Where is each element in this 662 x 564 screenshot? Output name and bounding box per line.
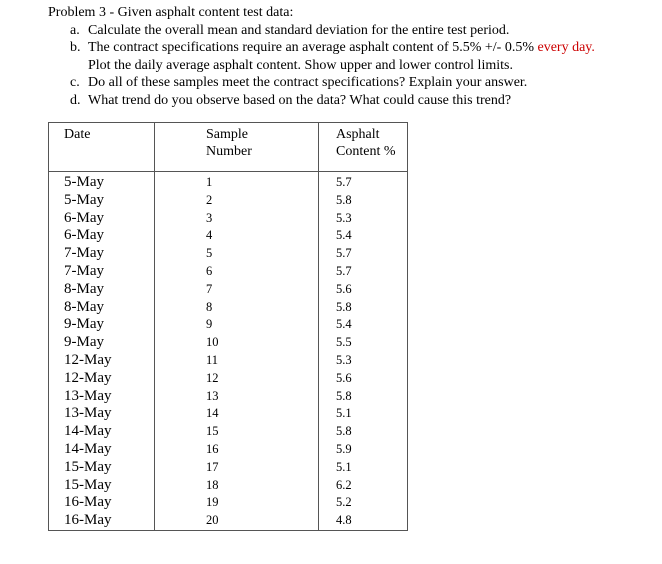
- sample-number-cell: 17: [206, 459, 219, 474]
- date-cell: 6-May: [64, 227, 104, 244]
- date-cell: 12-May: [64, 369, 112, 386]
- problem-title: Problem 3 - Given asphalt content test data:: [48, 5, 294, 20]
- sample-number-cell: 16: [206, 441, 219, 456]
- sample-number-cell: 7: [206, 281, 213, 296]
- asphalt-content-cell: 5.6: [336, 370, 352, 385]
- sample-number-cell: 19: [206, 495, 219, 510]
- table-header-row: [49, 123, 408, 172]
- date-cell: 14-May: [64, 440, 112, 457]
- date-cell: 7-May: [64, 245, 104, 262]
- date-cell: 12-May: [64, 351, 112, 368]
- date-cell: 13-May: [64, 405, 112, 422]
- asphalt-content-cell: 4.8: [336, 513, 352, 528]
- sample-number-cell: 8: [206, 299, 213, 314]
- date-cell: 16-May: [64, 494, 112, 511]
- sample-number-cell: 14: [206, 406, 219, 421]
- sample-number-cell: 5: [206, 246, 213, 261]
- date-cell: 9-May: [64, 334, 104, 351]
- asphalt-content-cell: 6.2: [336, 477, 352, 492]
- content-column: [319, 172, 408, 531]
- asphalt-content-cell: 5.8: [336, 388, 352, 403]
- asphalt-content-cell: 5.4: [336, 317, 352, 332]
- question-marker: d.: [70, 92, 81, 108]
- question-text-continued: Plot the daily average asphalt content. Show upper and lower control limits.: [88, 57, 513, 73]
- question-marker: c.: [70, 75, 80, 90]
- asphalt-content-cell: 5.7: [336, 246, 352, 261]
- asphalt-content-cell: 5.1: [336, 406, 352, 421]
- question-list: [48, 22, 648, 110]
- asphalt-content-cell: 5.8: [336, 299, 352, 314]
- header-asphalt-line1: Asphalt: [336, 127, 380, 142]
- question-marker: a.: [70, 22, 80, 38]
- sample-number-cell: 6: [206, 263, 213, 278]
- question-marker: b.: [70, 40, 81, 55]
- question-text: Do all of these samples meet the contract specifications? Explain your answer.: [88, 75, 528, 90]
- date-cell: 6-May: [64, 209, 104, 226]
- problem-statement: [48, 4, 648, 109]
- question-c: [48, 74, 648, 92]
- asphalt-content-cell: 5.8: [336, 424, 352, 439]
- sample-number-cell: 20: [206, 513, 219, 528]
- date-cell: 15-May: [64, 458, 112, 475]
- sample-number-cell: 13: [206, 388, 219, 403]
- header-date: [49, 123, 155, 172]
- asphalt-data-table: [48, 122, 408, 531]
- date-cell: 8-May: [64, 298, 104, 315]
- header-sample-line1: Sample: [206, 127, 248, 142]
- date-cell: 5-May: [64, 174, 104, 190]
- header-date-label: Date: [64, 127, 91, 142]
- date-cell: 15-May: [64, 476, 112, 493]
- header-sample-line2: Number: [206, 144, 252, 159]
- sample-number-cell: 18: [206, 477, 219, 492]
- question-d: [48, 92, 648, 110]
- asphalt-content-cell: 5.2: [336, 495, 352, 510]
- question-a: [48, 22, 648, 40]
- asphalt-content-cell: 5.4: [336, 228, 352, 243]
- date-cell: 8-May: [64, 280, 104, 297]
- asphalt-content-cell: 5.5: [336, 335, 352, 350]
- question-b: [48, 39, 648, 74]
- date-cell: 13-May: [64, 387, 112, 404]
- asphalt-content-cell: 5.8: [336, 192, 352, 207]
- header-asphalt-line2: Content %: [336, 144, 396, 159]
- sample-number-cell: 9: [206, 317, 213, 332]
- sample-number-cell: 2: [206, 192, 213, 207]
- date-cell: 14-May: [64, 423, 112, 440]
- asphalt-content-cell: 5.3: [336, 210, 352, 225]
- header-sample-number: [155, 123, 319, 172]
- asphalt-content-cell: 5.7: [336, 263, 352, 278]
- sample-number-cell: 15: [206, 424, 219, 439]
- date-cell: 9-May: [64, 316, 104, 333]
- sample-number-cell: 1: [206, 175, 213, 189]
- date-column: [49, 172, 155, 531]
- date-cell: 16-May: [64, 512, 112, 529]
- sample-number-cell: 4: [206, 228, 213, 243]
- sample-column: [155, 172, 319, 531]
- asphalt-content-cell: 5.9: [336, 441, 352, 456]
- sample-number-cell: 3: [206, 210, 213, 225]
- date-cell: 7-May: [64, 262, 104, 279]
- sample-number-cell: 10: [206, 335, 219, 350]
- asphalt-content-cell: 5.7: [336, 175, 352, 189]
- sample-number-cell: 12: [206, 370, 219, 385]
- question-text: Calculate the overall mean and standard deviation for the entire test period.: [88, 22, 510, 38]
- asphalt-content-cell: 5.6: [336, 281, 352, 296]
- question-highlight: every day.: [537, 40, 595, 55]
- asphalt-content-cell: 5.3: [336, 352, 352, 367]
- sample-number-cell: 11: [206, 352, 219, 367]
- header-asphalt-content: [319, 123, 408, 172]
- table-body-row: [49, 172, 408, 531]
- question-text: What trend do you observe based on the data? What could cause this trend?: [88, 92, 512, 108]
- date-cell: 5-May: [64, 191, 104, 208]
- question-text: The contract specifications require an average asphalt content of 5.5% +/- 0.5%: [88, 40, 538, 55]
- asphalt-content-cell: 5.1: [336, 459, 352, 474]
